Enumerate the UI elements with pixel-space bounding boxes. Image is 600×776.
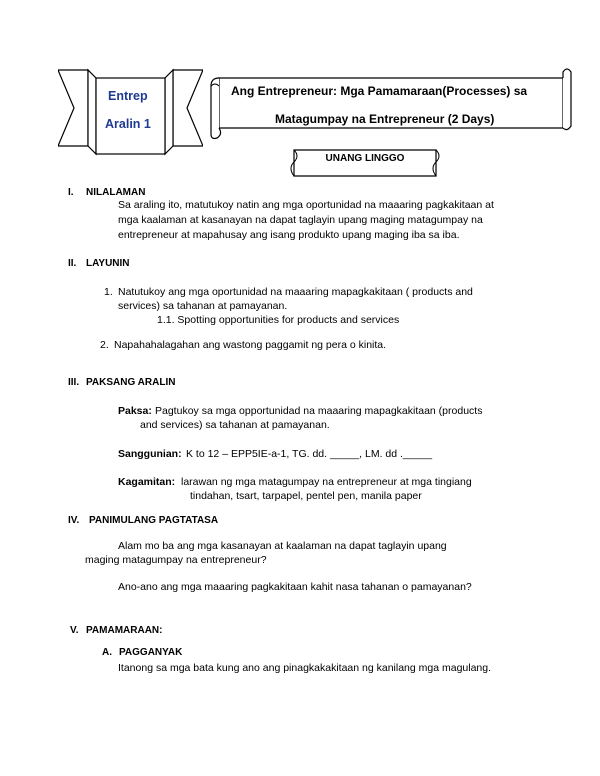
sanggunian-text: K to 12 – EPP5IE-a-1, TG. dd. _____, LM. dd ._____ xyxy=(186,448,433,460)
objective-sub-item: 1.1. Spotting opportunities for products and services xyxy=(157,314,400,326)
section-1-line: mga kaalaman at kasanayan na dapat taglayin upang maging matagumpay na xyxy=(118,214,483,226)
subsection-a-title: PAGGANYAK xyxy=(119,647,183,658)
lesson-title-line1: Ang Entrepreneur: Mga Pamamaraan(Processes) sa xyxy=(231,84,528,98)
section-5-title: PAMAMARAAN: xyxy=(86,625,163,636)
kagamitan-label: Kagamitan: xyxy=(118,476,176,488)
section-2-title: LAYUNIN xyxy=(86,258,130,269)
assessment-question-2: Ano-ano ang mga maaaring pagkakitaan kahit nasa tahanan o pamayanan? xyxy=(118,581,472,593)
assessment-question-1-line1: Alam mo ba ang mga kasanayan at kaalaman na dapat taglayin upang xyxy=(118,540,447,552)
section-4-number: IV. xyxy=(68,515,80,526)
paksa-label: Paksa: xyxy=(118,405,152,417)
section-3-title: PAKSANG ARALIN xyxy=(86,377,176,388)
section-1-line: entrepreneur at mapahusay ang isang produkto upang maging iba sa iba. xyxy=(118,229,460,241)
week-label: UNANG LINGGO xyxy=(325,153,405,164)
ribbon-banner xyxy=(58,68,203,158)
badge-line1: Entrep xyxy=(108,89,148,103)
objective-1-number: 1. xyxy=(104,286,113,298)
objective-2-text: Napahahalagahan ang wastong paggamit ng pera o kinita. xyxy=(114,339,387,351)
section-4-title: PANIMULANG PAGTATASA xyxy=(89,515,219,526)
kagamitan-line1: larawan ng mga matagumpay na entrepreneur at mga tingiang xyxy=(181,476,472,488)
badge-line2: Aralin 1 xyxy=(105,117,151,131)
section-1-line: Sa araling ito, matutukoy natin ang mga oportunidad na maaaring pagkakitaan at xyxy=(118,199,494,211)
lesson-title-line2: Matagumpay na Entrepreneur (2 Days) xyxy=(275,112,495,126)
kagamitan-line2: tindahan, tsart, tarpapel, pentel pen, manila paper xyxy=(190,490,422,502)
assessment-question-1-line2: maging matagumpay na entrepreneur? xyxy=(85,554,267,566)
subsection-a-letter: A. xyxy=(102,647,112,658)
sanggunian-label: Sanggunian: xyxy=(118,448,182,460)
section-5-number: V. xyxy=(70,625,79,636)
objective-2-number: 2. xyxy=(100,339,109,351)
title-scroll xyxy=(207,66,573,140)
objective-1-line: services) sa tahanan at pamayanan. xyxy=(118,300,288,312)
paksa-line1: Pagtukoy sa mga opportunidad na maaaring mapagkakitaan (products xyxy=(155,405,483,417)
section-2-number: II. xyxy=(68,258,77,269)
subsection-a-text: Itanong sa mga bata kung ano ang pinagkakakitaan ng kanilang mga magulang. xyxy=(118,662,492,674)
section-1-title: NILALAMAN xyxy=(86,187,146,198)
objective-1-line: Natutukoy ang mga oportunidad na maaaring mapagkakitaan ( products and xyxy=(118,286,473,298)
section-3-number: III. xyxy=(68,377,80,388)
paksa-line2: and services) sa tahanan at pamayanan. xyxy=(140,419,330,431)
section-1-number: I. xyxy=(68,187,74,198)
